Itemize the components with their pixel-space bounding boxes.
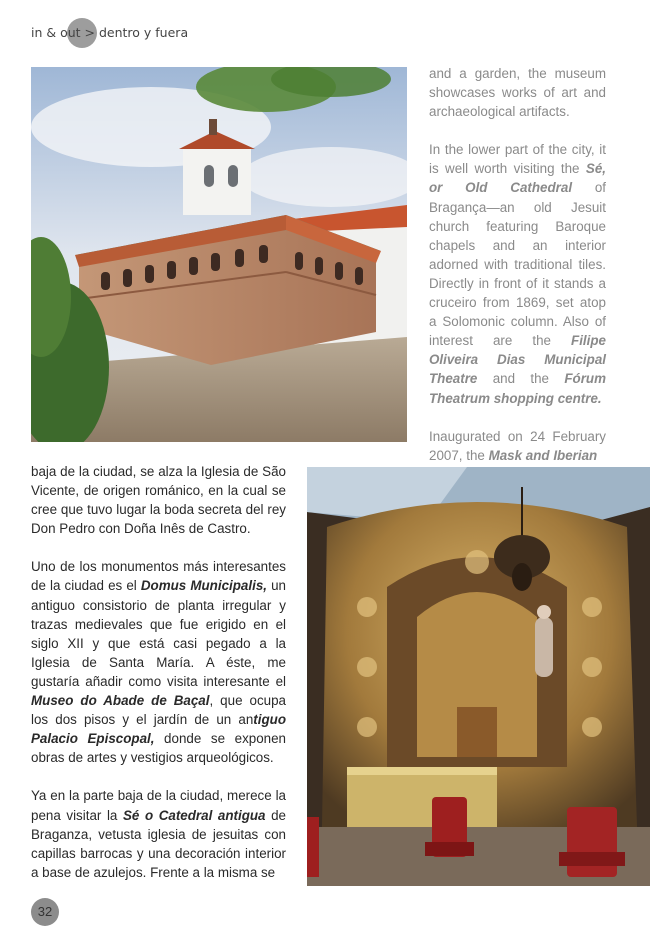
english-p2-text-a: In the lower part of the city, it is well worth visiting the — [429, 142, 606, 177]
page-number-badge — [31, 898, 59, 926]
spanish-p2-text-a: Uno de los monumentos más interesantes de la ciudad es el — [31, 559, 286, 594]
english-p2-text-e: and the — [477, 371, 565, 387]
page-number: 32 — [37, 904, 53, 919]
spanish-paragraph-1 — [31, 462, 286, 538]
english-p3-text-a: Inaugurated on 24 February 2007, the — [429, 428, 606, 463]
domus-municipalis-photo — [31, 67, 407, 442]
english-p3-highlight-museum: Mask and Iberian — [488, 447, 598, 463]
english-p2-highlight-theatre: Filipe Oliveira Dias Municipal Theatre — [429, 333, 606, 387]
spanish-p3-text-c: de Braganza, vetusta iglesia de jesuitas con capillas barrocas y una decoración interior a base de azulejos. Frente a la misma se — [31, 807, 287, 880]
spanish-p2-highlight-palacio: tiguo Palacio Episcopal, — [31, 712, 286, 747]
spanish-p3-text-a: Ya en la parte baja de la ciudad, merece la pena visitar la — [31, 788, 286, 823]
spanish-p1-text: baja de la ciudad, se alza la Iglesia de São Vicente, de origen románico, en la cual se cree que tuvo lugar la boda secreta del rey Don Pedro con Doña Inês de Castro. — [31, 464, 286, 537]
spanish-p2-highlight-museo: Museo do Abade de Baçal — [31, 693, 210, 709]
photo-baroque-altar-icon — [307, 467, 650, 886]
photo-domus-municipalis-icon — [31, 67, 407, 442]
spanish-text-column — [31, 462, 286, 901]
spanish-p3-highlight-catedral: Sé o Catedral antigua — [122, 807, 266, 823]
spanish-p2-text-c: un antiguo consistorio de planta irregular y trazas medievales que fue erigido en el siglo XII y que está casi pegado a la Iglesia de Santa María. A éste, me gustaría añadir como visita interesante el — [31, 578, 286, 689]
spanish-paragraph-3 — [31, 786, 286, 881]
section-label: in & out > dentro y fuera — [31, 25, 189, 40]
english-p2-highlight-cathedral: Sé, or Old Cathedral — [429, 161, 606, 196]
section-header — [31, 25, 188, 40]
english-p2-text-c: of Bragança—an old Jesuit church featuring Baroque chapels and an interior adorned with traditional tiles. Directly in front of it stands a cruceiro from 1869, set atop a Solomonic column. Also of interest are the — [429, 180, 606, 349]
spanish-paragraph-2 — [31, 557, 286, 767]
baroque-altar-photo — [307, 467, 650, 886]
english-p2-highlight-forum: Fórum Theatrum shopping centre. — [429, 371, 606, 406]
spanish-p2-text-g: donde se exponen obras de artes y vestigios arqueológicos. — [31, 731, 287, 766]
english-p1-text: and a garden, the museum showcases works of art and archaeological artifacts. — [429, 66, 606, 120]
spanish-p2-highlight-domus: Domus Municipalis, — [140, 578, 267, 594]
english-paragraph-3 — [429, 427, 606, 465]
spanish-p2-text-e: , que ocupa los dos pisos y el jardín de un an — [31, 693, 286, 728]
english-paragraph-1 — [429, 64, 606, 121]
english-text-column — [429, 64, 606, 484]
english-paragraph-2 — [429, 140, 606, 407]
